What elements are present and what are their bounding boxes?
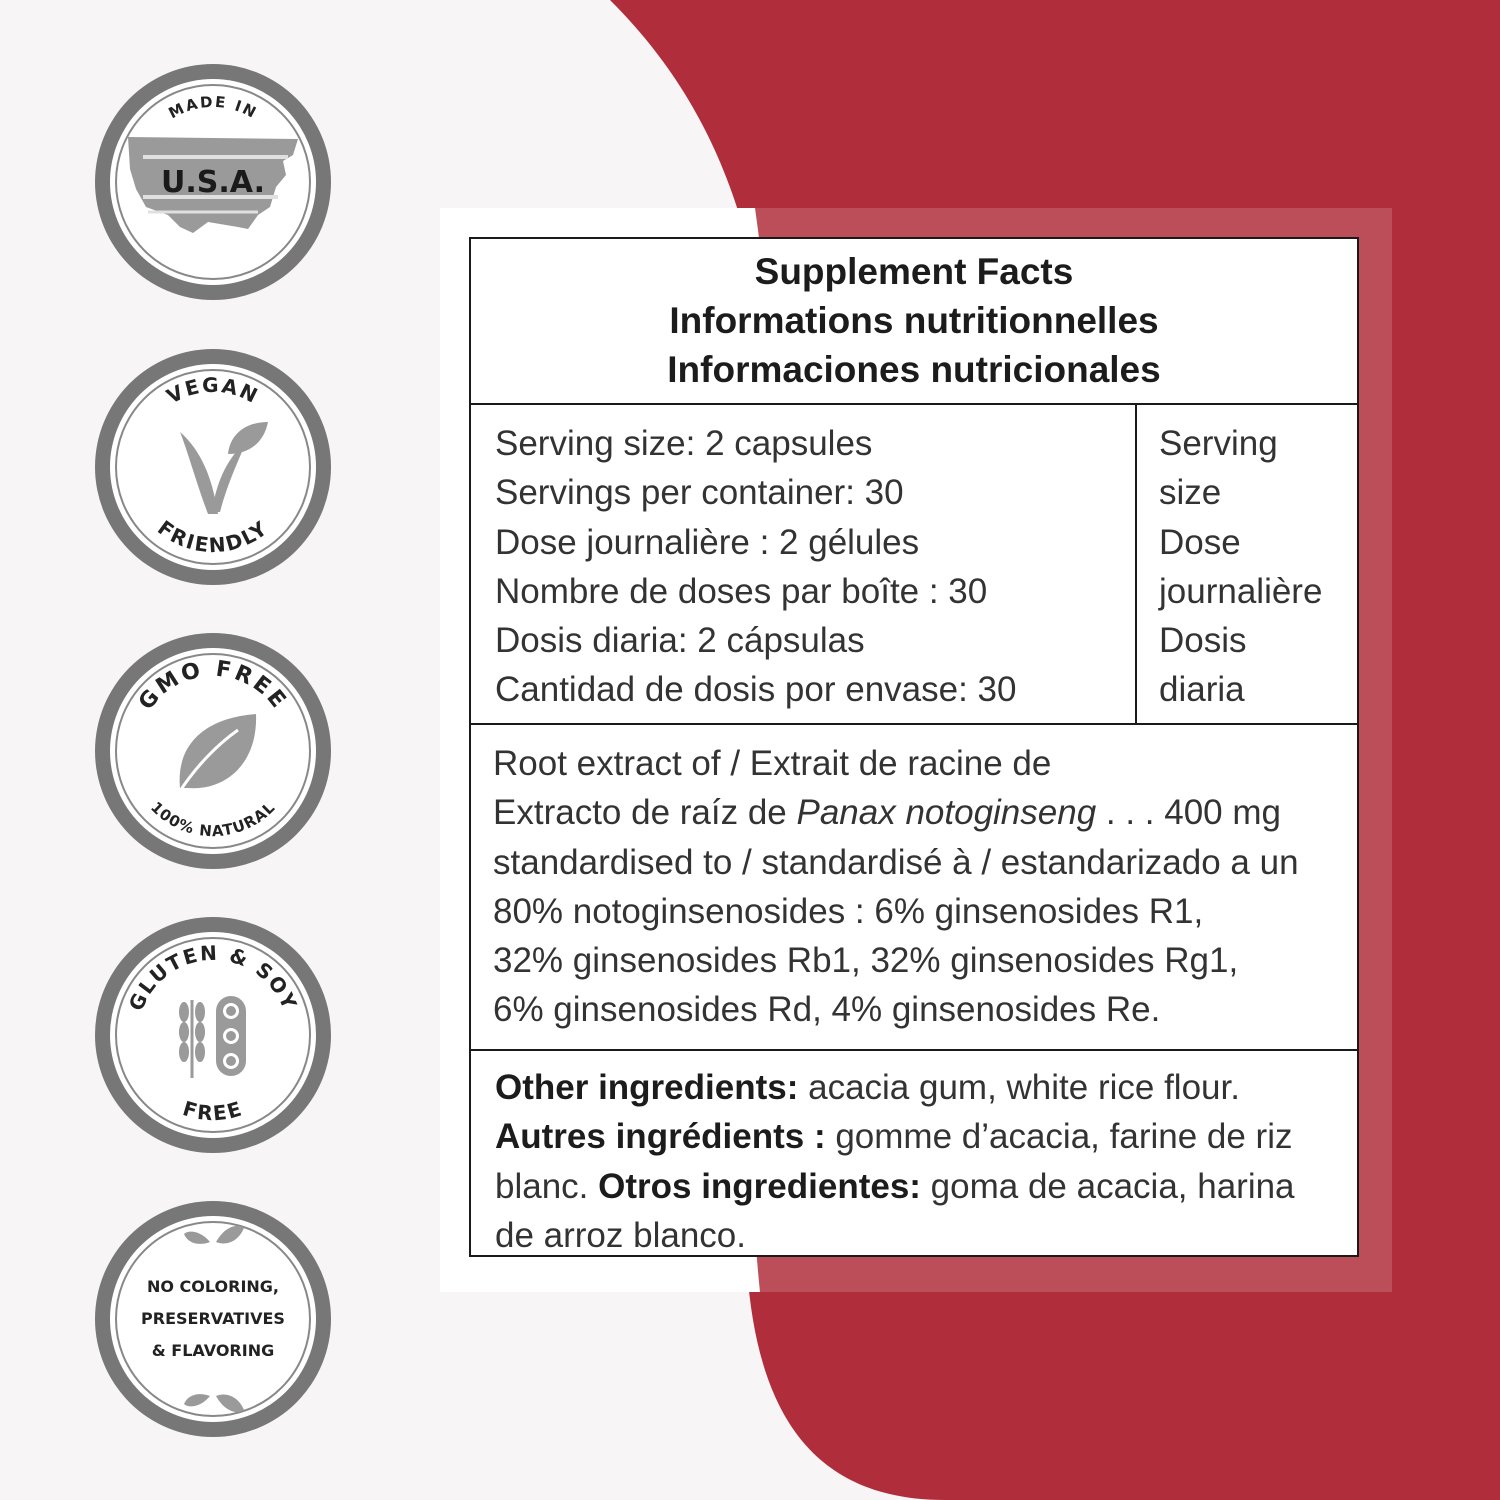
other-text-en: acacia gum, white rice flour. bbox=[798, 1068, 1240, 1107]
extract-line: 32% ginsenosides Rb1, 32% ginsenosides Rg1, bbox=[493, 941, 1239, 981]
serving-header-line: Serving bbox=[1159, 424, 1278, 463]
extract-line: 6% ginsenosides Rd, 4% ginsenosides Re. bbox=[493, 990, 1161, 1030]
serving-line: Dosis diaria: 2 cápsulas bbox=[495, 621, 865, 661]
svg-text:FREE: FREE bbox=[180, 1096, 246, 1126]
species-name: Panax notoginseng bbox=[796, 793, 1097, 833]
svg-text:MADE IN: MADE IN bbox=[165, 92, 261, 123]
extract-prefix: Extracto de raíz de bbox=[493, 793, 797, 833]
vegan-friendly-badge bbox=[88, 342, 338, 592]
extract-line: Root extract of / Extrait de racine de bbox=[493, 744, 1052, 783]
extract-section bbox=[471, 725, 1357, 1051]
gmo-free-badge bbox=[88, 626, 338, 876]
serving-line: Serving size: 2 capsules bbox=[495, 424, 873, 463]
svg-text:GLUTEN & SOY: GLUTEN & SOY bbox=[123, 940, 303, 1015]
serving-info bbox=[471, 405, 1137, 723]
serving-line: Dose journalière : 2 gélules bbox=[495, 522, 920, 562]
svg-text:NO COLORING,: NO COLORING, bbox=[146, 1277, 280, 1296]
extract-line: standardised to / standardisé à / estandarizado a un bbox=[493, 842, 1299, 882]
svg-text:FRIENDLY: FRIENDLY bbox=[153, 515, 273, 558]
svg-text:100% NATURAL: 100% NATURAL bbox=[147, 798, 279, 841]
title-en: Supplement Facts bbox=[754, 251, 1074, 292]
extract-amount: 400 mg bbox=[1164, 793, 1281, 833]
supplement-facts-table bbox=[469, 237, 1359, 1257]
svg-text:& FLAVORING: & FLAVORING bbox=[151, 1341, 275, 1360]
other-label-fr: Autres ingrédients : bbox=[495, 1117, 826, 1157]
other-line-fr bbox=[495, 1112, 1357, 1161]
serving-line: Servings per container: 30 bbox=[495, 473, 904, 513]
other-text-es: goma de acacia, harina bbox=[920, 1166, 1295, 1206]
other-ingredients-section bbox=[471, 1051, 1357, 1260]
svg-text:U.S.A.: U.S.A. bbox=[161, 165, 265, 200]
other-line-es-2: de arroz blanco. bbox=[495, 1215, 746, 1255]
other-line-es bbox=[495, 1162, 1357, 1211]
serving-header-line: Dosis bbox=[1159, 621, 1247, 661]
serving-line: Cantidad de dosis por envase: 30 bbox=[495, 670, 1017, 710]
extract-dots: . . . bbox=[1096, 793, 1165, 833]
serving-header bbox=[1137, 405, 1357, 723]
extract-line-amount bbox=[493, 788, 1357, 837]
title-es: Informaciones nutricionales bbox=[667, 349, 1161, 390]
serving-header-line: size bbox=[1159, 473, 1222, 513]
serving-header-line: diaria bbox=[1159, 670, 1245, 710]
other-text-fr-2: blanc. bbox=[495, 1166, 599, 1206]
serving-header-line: journalière bbox=[1159, 571, 1323, 611]
facts-title bbox=[471, 239, 1357, 405]
other-label-es: Otros ingredientes: bbox=[598, 1166, 921, 1206]
made-in-usa-badge bbox=[88, 57, 338, 307]
serving-section bbox=[471, 405, 1357, 725]
serving-header-line: Dose bbox=[1159, 522, 1241, 562]
serving-line: Nombre de doses par boîte : 30 bbox=[495, 571, 988, 611]
gluten-soy-free-badge bbox=[88, 910, 338, 1160]
other-line-en bbox=[495, 1063, 1357, 1112]
extract-line: 80% notoginsenosides : 6% ginsenosides R1, bbox=[493, 891, 1204, 931]
title-fr: Informations nutritionnelles bbox=[669, 300, 1159, 341]
svg-text:VEGAN: VEGAN bbox=[162, 372, 264, 409]
no-coloring-badge bbox=[88, 1194, 338, 1444]
svg-text:PRESERVATIVES: PRESERVATIVES bbox=[141, 1309, 285, 1328]
other-text-fr: gomme d’acacia, farine de riz bbox=[825, 1117, 1293, 1157]
svg-text:GMO FREE: GMO FREE bbox=[133, 656, 293, 716]
other-label-en: Other ingredients: bbox=[495, 1068, 799, 1107]
